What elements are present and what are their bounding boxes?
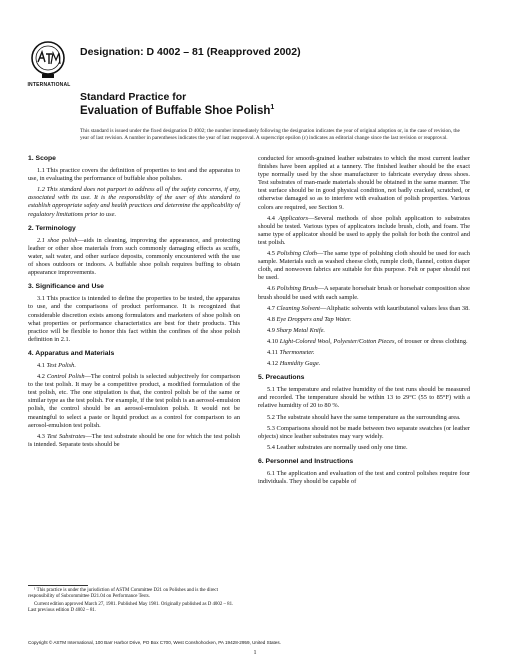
document-title: Evaluation of Buffable Shoe Polish$^1$ [80,104,275,117]
paragraph-3-1: 3.1 This practice is intended to define the properties to be tested, the apparatus to use, and the comparisons of product performance. It is recognized that considerable discretion exists among formulators and marketers of shoe polish on what properties or performance characteristics are best for their products. This practice will be flexible to honor this fact within the confines of the shoe polish definition in 2.1. [28,295,240,343]
designation: Designation: D 4002 – 81 (Reapproved 2002) [80,46,301,58]
paragraph-4-4: 4.4 Applicators—Several methods of shoe polish application to substrates should be tested. Various types of applicators include brush, cloth, and foam. The same type of applicator should be used to apply the polish for both the control and test polish. [258,214,470,246]
paragraph-4-8: 4.8 Eye Droppers and Tap Water. [267,315,352,323]
astm-logo-icon [30,40,66,82]
title-footnote-marker: 1 [270,104,275,111]
section-heading-significance: 3. Significance and Use [28,283,104,291]
paragraph-4-10: 4.10 Light-Colored Wool, Polyester/Cotton Pieces, of trouser or dress clothing. [267,337,468,345]
paragraph-4-3-continued: conducted for smooth-grained leather substrates to which the most current leather finishes have been applied at a tannery. The finished leather should be the exact type normally used by the shoe manufacturer to fabricate everyday dress shoes. Test substrates of man-made materials should be obtained in the same manner. The test surface should be in good physical condition, not badly cracked, scratched, or otherwise damaged so as to interfere with evaluation of polish properties. Various colors are required, see Section 9. [258,155,470,211]
footnote-1: ¹ This practice is under the jurisdiction of ASTM Committee D21 on Polishes and is the direct responsibility of Subcommittee D21.04 on Performance Tests. [28,588,218,600]
standard-type: Standard Practice for [80,91,187,103]
section-heading-apparatus: 4. Apparatus and Materials [28,349,115,357]
paragraph-4-2: 4.2 Control Polish—The control polish is selected subjectively for comparison to the test polish. It may be a competitive product, a modified formulation of the test polish, etc. The one stipulation is that, the control polish be of the same or similar type as the test polish. For example, if the test polish is an aerosol-emulsion polish, the control should be an aerosol-emulsion polish. It would not be meaningful to select a paste or liquid product as a control for comparison to an aerosol-emulsion test polish. [28,373,241,429]
left-column [28,155,240,452]
paragraph-5-2: 5.2 The substrate should have the same temperature as the surrounding area. [267,413,461,421]
footnote [28,588,240,615]
logo-text: INTERNATIONAL [27,82,71,88]
paragraph-4-12: 4.12 Humidity Gage. [267,360,321,368]
paragraph-5-3: 5.3 Comparisons should not be made between two separate swatches (or leather objects) since leather substrates may vary widely. [258,424,470,440]
paragraph-4-1: 4.1 Test Polish. [37,361,76,369]
paragraph-1-2: 1.2 This standard does not purport to address all of the safety concerns, if any, associated with its use. It is the responsibility of the user of this standard to establish appropriate safety and health practices and determine the applicability of regulatory limitations prior to use. [28,186,240,218]
paragraph-4-11: 4.11 Thermometer. [267,348,315,356]
section-heading-terminology: 2. Terminology [28,224,76,232]
paragraph-1-1: 1.1 This practice covers the definition of properties to test and the apparatus to use, in evaluating the performance of buffable shoe polishes. [28,167,240,183]
paragraph-5-4: 5.4 Leather substrates are normally used only one time. [267,443,408,451]
paragraph-4-5: 4.5 Polishing Cloth—The same type of polishing cloth should be used for each sample. Materials such as washed cheese cloth, rumple cloth, flannel, cotton diaper cloth, and nonwoven fabrics are suitable for this purpose. Felt or paper should not be used. [258,250,470,282]
section-heading-personnel: 6. Personnel and Instructions [258,457,354,465]
paragraph-2-1: 2.1 shoe polish—aids in cleaning, improving the appearance, and protecting leather or other shoe materials from such commonly damaging effects as scuffs, water, salt water, and other surface deposits, commonly encountered with the use of shoes outdoors or indoors. A buffable shoe polish requires buffing to obtain appearance improvements. [28,236,240,277]
paragraph-4-9: 4.9 Sharp Metal Knife. [267,326,325,334]
section-heading-scope: 1. Scope [28,155,56,162]
paragraph-4-7: 4.7 Cleaning Solvent—Aliphatic solvents with kauributanol values less than 38. [267,304,470,312]
paragraph-4-6: 4.6 Polishing Brush—A separate horsehair brush or horsehair composition shoe brush should be used with each sample. [258,285,471,301]
copyright-notice: Copyright © ASTM International, 100 Barr Harbor Drive, PO Box C700, West Conshohocken, PA 19428-2959, United States. [28,640,281,645]
paragraph-5-1: 5.1 The temperature and relative humidity of the test runs should be measured and recorded. The temperature should be within 13 to 29°C (55 to 85°F) with a relative humidity of 20 to 80 %. [258,386,470,410]
issued-note: This standard is issued under the fixed designation D 4002; the number immediately following the designation indicates the year of original adoption or, in the case of revision, the year of last revision. A number in parentheses indicates the year of last reapproval. A superscript epsilon (ε) indicates an editorial change since the last revision or reapproval. [80,128,460,141]
page-number: 1 [253,650,257,656]
right-column [258,155,470,489]
paragraph-4-3: 4.3 Test Substrates—The test substrate should be one for which the test polish is intended. Separate tests should be [28,432,241,448]
paragraph-6-1: 6.1 The application and evaluation of the test and control polishes require four individuals. They should be capable of [258,470,470,486]
footnote-divider [28,585,88,586]
section-heading-precautions: 5. Precautions [258,374,305,382]
footnote-2: Current edition approved March 27, 1981. Published May 1981. Originally published as D 4002 – 81. Last previous edition D 4002 – 81. [28,601,234,613]
